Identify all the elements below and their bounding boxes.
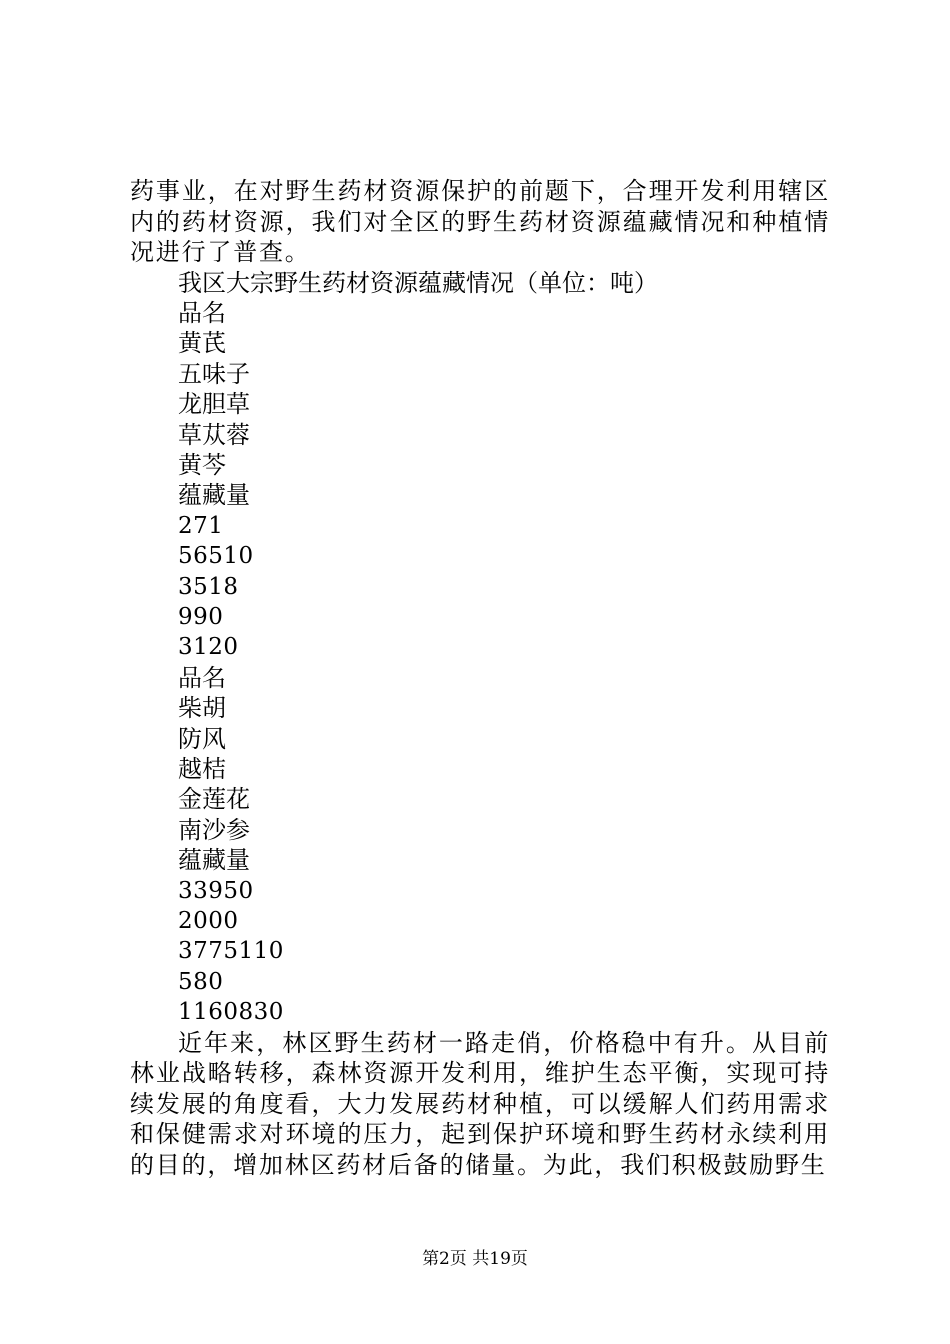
- group1-name-header: 品名: [178, 298, 226, 327]
- table-caption: 我区大宗野生药材资源蕴藏情况（单位：吨）: [178, 268, 658, 297]
- group2-name-item: 柴胡: [178, 694, 226, 723]
- group2-amount-header: 蕴藏量: [178, 846, 250, 875]
- group1-name-item: 五味子: [178, 359, 250, 388]
- group2-name-item: 越桔: [178, 755, 226, 783]
- group2-name-item: 防风: [178, 724, 226, 753]
- group1-amount-header: 蕴藏量: [178, 481, 250, 510]
- document-body: [130, 176, 830, 1180]
- group2-amount-item: 33950: [178, 877, 254, 904]
- group2-name-item: 金莲花: [178, 785, 250, 814]
- page-indicator: 第2页 共19页: [422, 1249, 528, 1269]
- closing-paragraph: 近年来，林区野生药材一路走俏，价格稳中有升。从目前林业战略转移，森林资源开发利用，维护生态平衡，实现可持续发展的角度看，大力发展药材种植，可以缓解人们药用需求和保健需求对环境的压力，起到保护环境和野生药材永续利用的目的，增加林区药材后备的储量。为此，我们积极鼓励野生: [130, 1028, 830, 1179]
- group2-name-item: 南沙参: [178, 815, 250, 844]
- group2-amount-item: 3775110: [178, 938, 284, 965]
- group2-amount-item: 580: [178, 968, 224, 995]
- group1-amount-item: 3518: [178, 573, 239, 600]
- group1-amount-item: 990: [178, 603, 224, 630]
- group2-name-header: 品名: [178, 663, 226, 692]
- group1-name-item: 黄芪: [178, 329, 226, 358]
- group1-name-item: 黄芩: [178, 450, 226, 479]
- group1-name-item: 草苁蓉: [178, 420, 250, 449]
- group1-amount-item: 271: [178, 512, 224, 539]
- group1-amount-item: 3120: [178, 634, 239, 661]
- group2-amount-item: 1160830: [178, 999, 284, 1026]
- page-footer: [0, 1244, 950, 1269]
- group1-name-item: 龙胆草: [178, 390, 250, 419]
- group1-amount-item: 56510: [178, 543, 254, 570]
- group2-amount-item: 2000: [178, 908, 239, 935]
- intro-paragraph: 药事业，在对野生药材资源保护的前题下，合理开发利用辖区内的药材资源，我们对全区的野生药材资源蕴藏情况和种植情况进行了普查。: [130, 177, 830, 266]
